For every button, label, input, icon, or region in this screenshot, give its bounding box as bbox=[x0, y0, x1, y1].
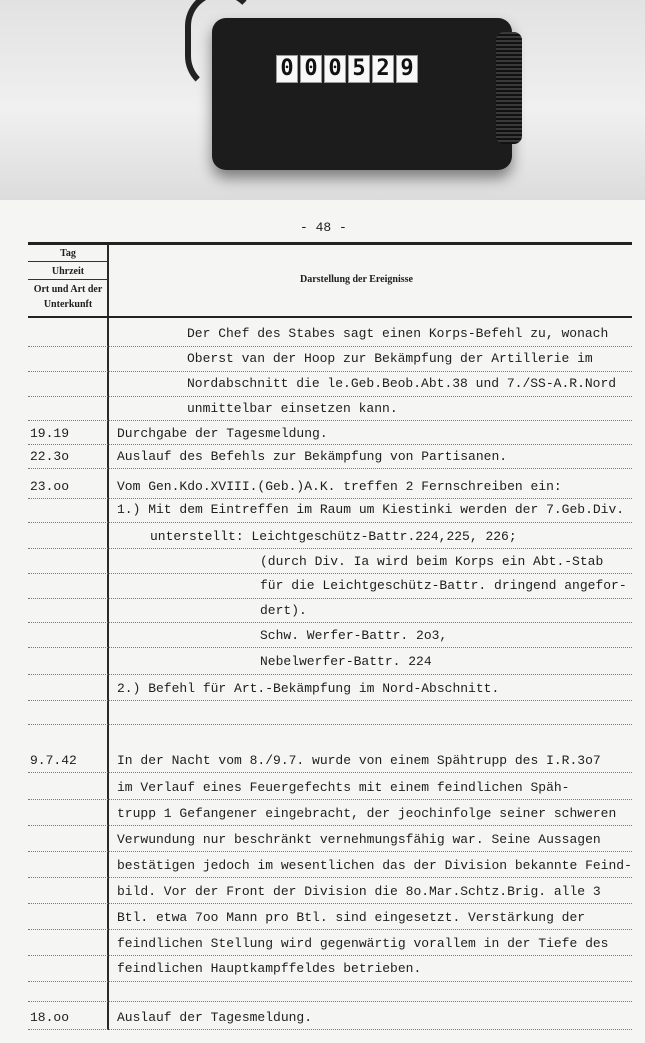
entry-text: Oberst van der Hoop zur Bekämpfung der Artillerie im bbox=[187, 351, 593, 366]
entry-text: Der Chef des Stabes sagt einen Korps-Befehl zu, wonach bbox=[187, 326, 609, 341]
row-rule bbox=[28, 724, 632, 725]
entry-text: unterstellt: Leichtgeschütz-Battr.224,225, 226; bbox=[150, 529, 517, 544]
entry-text: Auslauf der Tagesmeldung. bbox=[117, 1010, 313, 1025]
row-rule bbox=[28, 1029, 632, 1030]
counter-digit: 0 bbox=[324, 55, 346, 83]
row-rule bbox=[28, 825, 632, 826]
table-top-rule bbox=[28, 242, 632, 245]
counter-digit: 0 bbox=[300, 55, 322, 83]
entry-time: 18.oo bbox=[30, 1010, 70, 1025]
row-rule bbox=[28, 346, 632, 347]
column-header-events: Darstellung der Ereignisse bbox=[300, 274, 413, 285]
entry-text: für die Leichtgeschütz-Battr. dringend angefor- bbox=[260, 578, 627, 593]
entry-text: bestätigen jedoch im wesentlichen das der Division bekannte Feind- bbox=[117, 858, 632, 873]
row-rule bbox=[28, 598, 632, 599]
mechanical-counter bbox=[212, 18, 512, 170]
entry-time: 19.19 bbox=[30, 426, 70, 441]
row-rule bbox=[28, 420, 632, 421]
row-rule bbox=[28, 799, 632, 800]
counter-digit: 0 bbox=[276, 55, 298, 83]
entry-time: 9.7.42 bbox=[30, 753, 77, 768]
counter-digit: 9 bbox=[396, 55, 418, 83]
row-rule bbox=[28, 468, 632, 469]
counter-digit: 2 bbox=[372, 55, 394, 83]
entry-time: 23.oo bbox=[30, 479, 70, 494]
entry-text: bild. Vor der Front der Division die 8o.Mar.Schtz.Brig. alle 3 bbox=[117, 884, 601, 899]
entry-text: unmittelbar einsetzen kann. bbox=[187, 401, 398, 416]
entry-text: trupp 1 Gefangener eingebracht, der jeochinfolge seiner schweren bbox=[117, 806, 617, 821]
document-page bbox=[0, 200, 645, 1043]
entry-text: Nordabschnitt die le.Geb.Beob.Abt.38 und 7./SS-A.R.Nord bbox=[187, 376, 617, 391]
entry-text: 2.) Befehl für Art.-Bekämpfung im Nord-Abschnitt. bbox=[117, 681, 500, 696]
header-rule bbox=[28, 316, 632, 318]
row-rule bbox=[28, 955, 632, 956]
row-rule bbox=[28, 548, 632, 549]
row-rule bbox=[28, 522, 632, 523]
row-rule bbox=[28, 700, 632, 701]
entry-time: 22.3o bbox=[30, 449, 70, 464]
entry-text: im Verlauf eines Feuergefechts mit einem feindlichen Späh- bbox=[117, 780, 570, 795]
row-rule bbox=[28, 903, 632, 904]
entry-text: Btl. etwa 7oo Mann pro Btl. sind eingesetzt. Verstärkung der bbox=[117, 910, 586, 925]
row-rule bbox=[28, 674, 632, 675]
entry-text: Auslauf des Befehls zur Bekämpfung von Partisanen. bbox=[117, 449, 508, 464]
entry-text: Schw. Werfer-Battr. 2o3, bbox=[260, 628, 448, 643]
counter-digits bbox=[276, 55, 418, 83]
counter-photo bbox=[0, 0, 645, 200]
row-rule bbox=[28, 772, 632, 773]
row-rule bbox=[28, 371, 632, 372]
entry-text: Vom Gen.Kdo.XVIII.(Geb.)A.K. treffen 2 Fernschreiben ein: bbox=[117, 479, 562, 494]
entry-text: In der Nacht vom 8./9.7. wurde von einem Spähtrupp des I.R.3o7 bbox=[117, 753, 601, 768]
entry-text: feindlichen Hauptkampffeldes betrieben. bbox=[117, 961, 422, 976]
row-rule bbox=[28, 647, 632, 648]
row-rule bbox=[28, 877, 632, 878]
row-rule bbox=[28, 444, 632, 445]
entry-text: Verwundung nur beschränkt vernehmungsfähig war. Seine Aussagen bbox=[117, 832, 601, 847]
entry-text: (durch Div. Ia wird beim Korps ein Abt.-Stab bbox=[260, 554, 604, 569]
counter-knob bbox=[496, 32, 522, 144]
row-rule bbox=[28, 1001, 632, 1002]
header-tag: Tag bbox=[60, 248, 76, 259]
entry-text: 1.) Mit dem Eintreffen im Raum um Kiestinki werden der 7.Geb.Div. bbox=[117, 502, 625, 517]
entry-text: Durchgabe der Tagesmeldung. bbox=[117, 426, 328, 441]
row-rule bbox=[28, 396, 632, 397]
row-rule bbox=[28, 573, 632, 574]
row-rule bbox=[28, 622, 632, 623]
entry-text: dert). bbox=[260, 603, 307, 618]
entry-text: feindlichen Stellung wird gegenwärtig vorallem in der Tiefe des bbox=[117, 936, 609, 951]
row-rule bbox=[28, 981, 632, 982]
entry-text: Nebelwerfer-Battr. 224 bbox=[260, 654, 432, 669]
row-rule bbox=[28, 929, 632, 930]
page-number: - 48 - bbox=[300, 220, 347, 235]
column-divider bbox=[107, 244, 109, 1030]
row-rule bbox=[28, 498, 632, 499]
column-header-time-place bbox=[28, 246, 108, 312]
row-rule bbox=[28, 851, 632, 852]
header-ort: Ort und Art der Unterkunft bbox=[28, 279, 108, 312]
header-uhrzeit: Uhrzeit bbox=[28, 261, 108, 279]
counter-digit: 5 bbox=[348, 55, 370, 83]
